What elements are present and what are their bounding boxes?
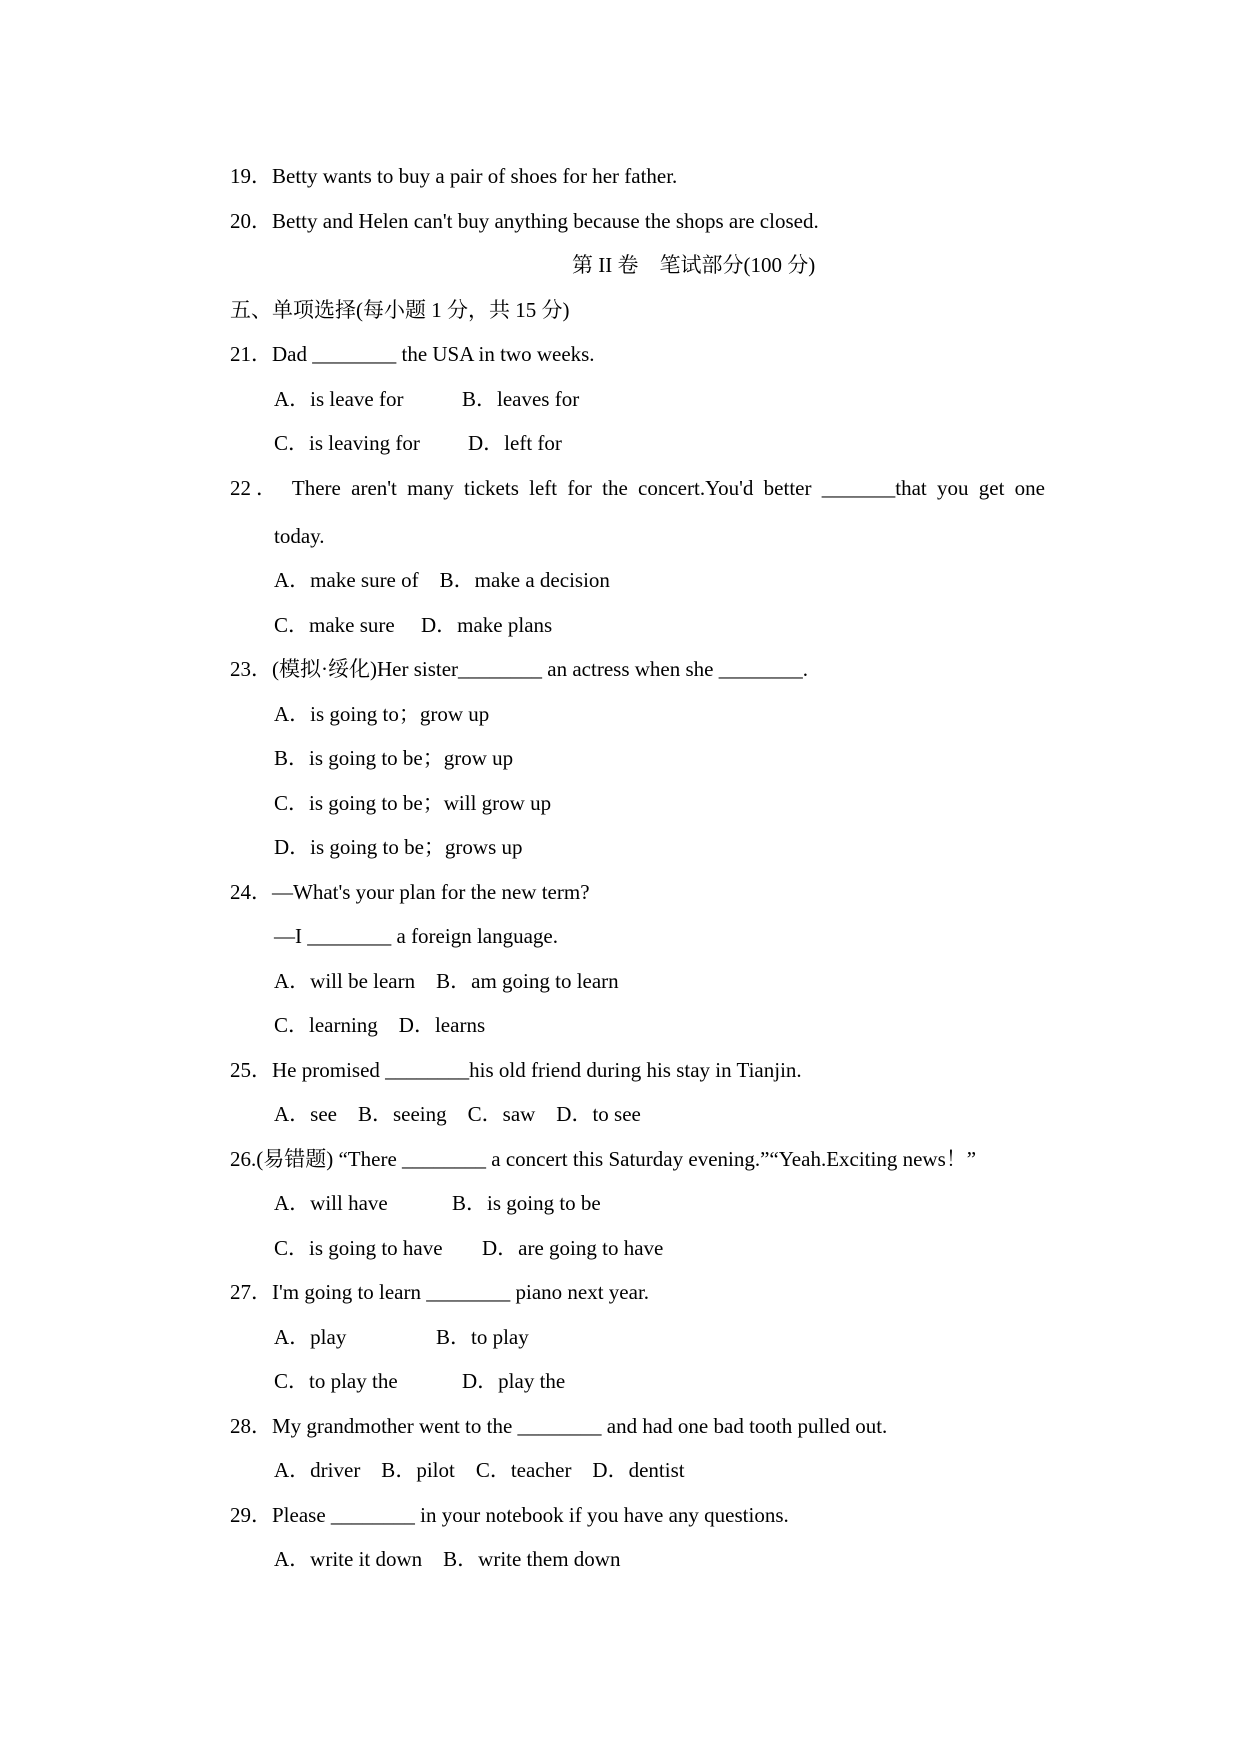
question-26-option-d: D．are going to have bbox=[482, 1236, 664, 1260]
question-22-options-cd: C．make sure D．make plans bbox=[274, 613, 553, 637]
question-24: 24．—What's your plan for the new term? bbox=[230, 880, 590, 904]
question-24-reply: —I ________ a foreign language. bbox=[274, 924, 559, 948]
question-26-option-a: A．will have bbox=[274, 1191, 388, 1215]
question-27-option-b: B．to play bbox=[436, 1325, 529, 1349]
question-22-continued: today. bbox=[274, 524, 325, 548]
question-28: 28．My grandmother went to the ________ and had one bad tooth pulled out. bbox=[230, 1414, 888, 1438]
question-24-options-cd: C．learning D．learns bbox=[274, 1013, 486, 1037]
question-26-option-b: B．is going to be bbox=[452, 1191, 601, 1215]
part-two-title: 第 II 卷 笔试部分(100 分) bbox=[572, 253, 816, 277]
question-26: 26.(易错题) “There ________ a concert this Saturday evening.”“Yeah.Exciting news！” bbox=[230, 1147, 977, 1171]
question-23-option-c: C．is going to be；will grow up bbox=[274, 791, 552, 815]
question-23-option-d: D．is going to be；grows up bbox=[274, 835, 523, 859]
question-27-option-c: C．to play the bbox=[274, 1369, 398, 1393]
question-23-option-a: A．is going to；grow up bbox=[274, 702, 490, 726]
question-21-option-b: B．leaves for bbox=[462, 387, 580, 411]
question-24-options-ab: A．will be learn B．am going to learn bbox=[274, 969, 619, 993]
question-25: 25．He promised ________his old friend during his stay in Tianjin. bbox=[230, 1058, 802, 1082]
question-21-option-a: A．is leave for bbox=[274, 387, 404, 411]
question-21-option-d: D．left for bbox=[468, 431, 562, 455]
question-22: 22． There aren't many tickets left for the concert.You'd better _______that you get one bbox=[230, 476, 1045, 500]
question-27-option-d: D．play the bbox=[462, 1369, 566, 1393]
question-29: 29．Please ________ in your notebook if you have any questions. bbox=[230, 1503, 789, 1527]
question-19: 19．Betty wants to buy a pair of shoes for her father. bbox=[230, 164, 678, 188]
question-27-option-a: A．play bbox=[274, 1325, 347, 1349]
question-23-option-b: B．is going to be；grow up bbox=[274, 746, 514, 770]
question-21-option-c: C．is leaving for bbox=[274, 431, 420, 455]
question-29-options-ab: A．write it down B．write them down bbox=[274, 1547, 621, 1571]
question-28-options: A．driver B．pilot C．teacher D．dentist bbox=[274, 1458, 685, 1482]
section-five-title: 五、单项选择(每小题 1 分，共 15 分) bbox=[230, 298, 570, 322]
question-26-option-c: C．is going to have bbox=[274, 1236, 443, 1260]
question-23: 23．(模拟·绥化)Her sister________ an actress when she ________. bbox=[230, 657, 808, 681]
question-25-options: A．see B．seeing C．saw D．to see bbox=[274, 1102, 641, 1126]
question-27: 27．I'm going to learn ________ piano next year. bbox=[230, 1280, 650, 1304]
question-20: 20．Betty and Helen can't buy anything because the shops are closed. bbox=[230, 209, 819, 233]
question-22-options-ab: A．make sure of B．make a decision bbox=[274, 568, 610, 592]
question-21: 21．Dad ________ the USA in two weeks. bbox=[230, 342, 595, 366]
